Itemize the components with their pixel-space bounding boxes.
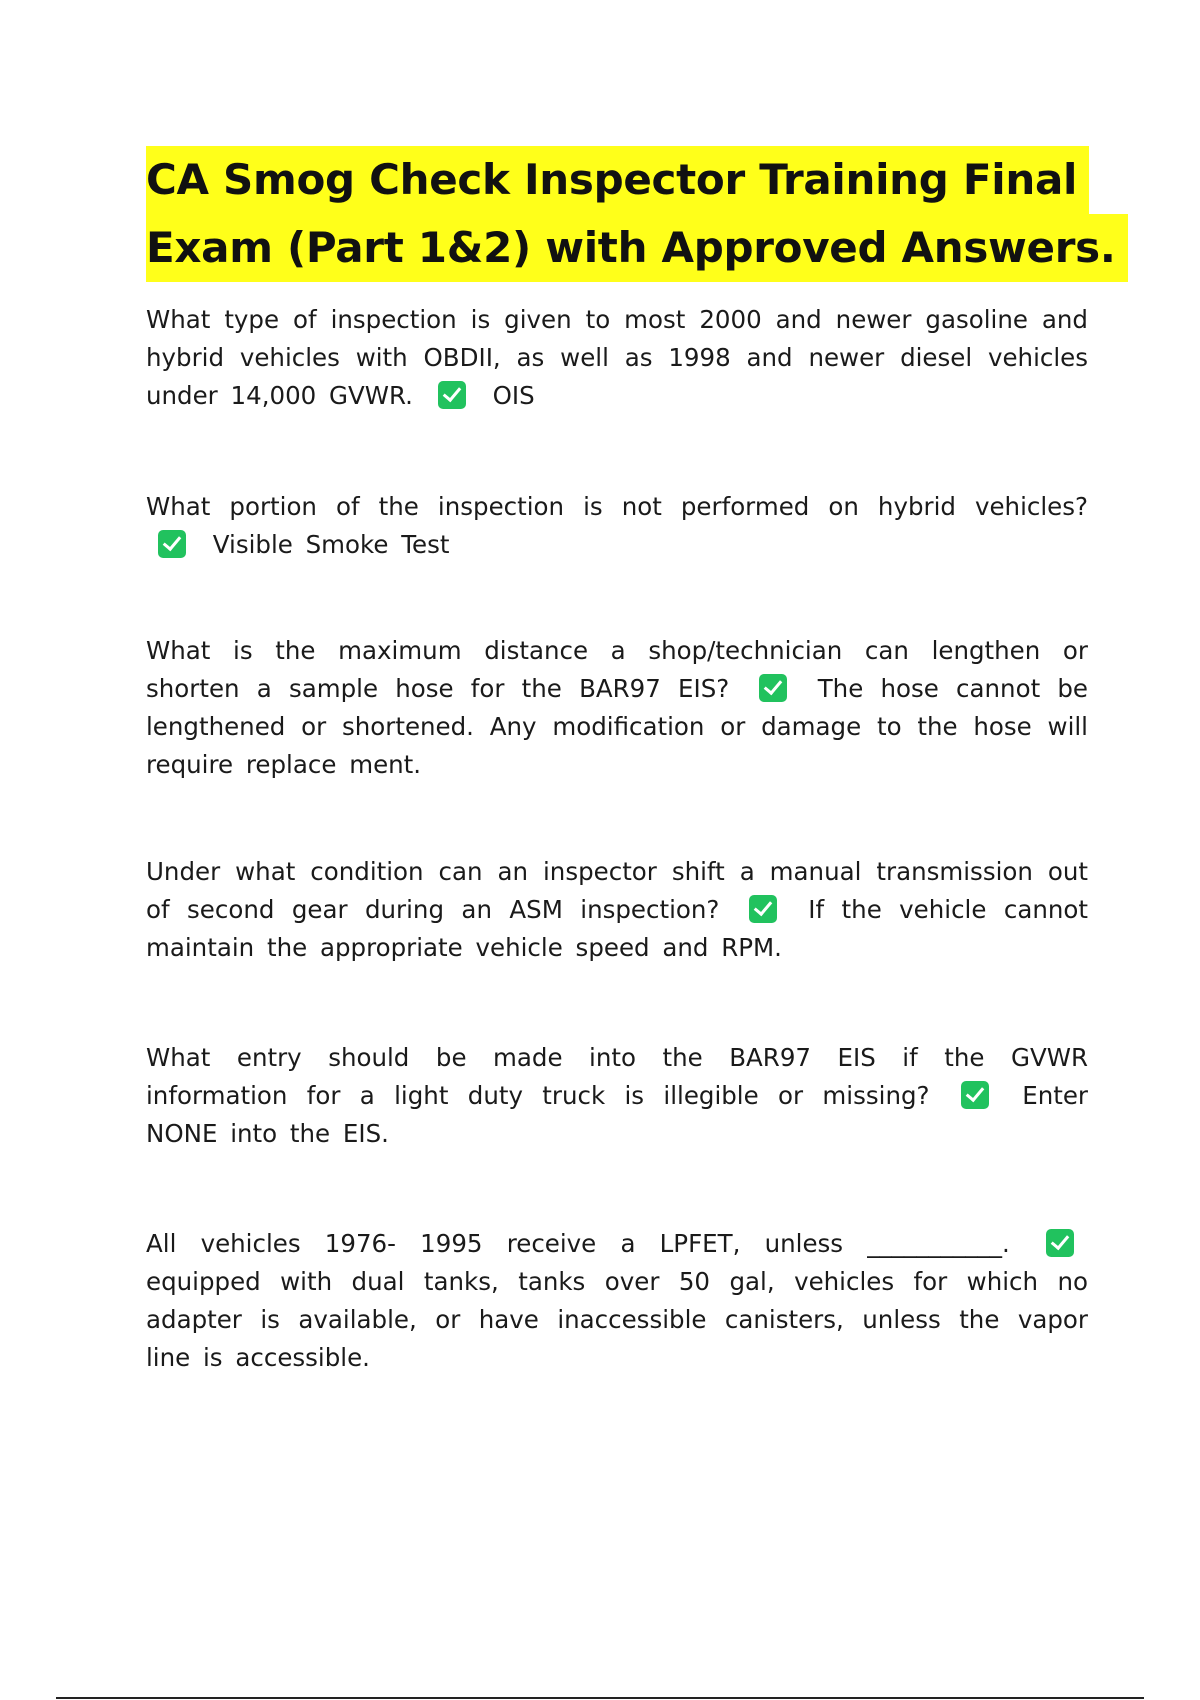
question-text: What entry should be made into the BAR97 EIS if the GVWR information for a light duty truck is illegible or missing? (146, 1043, 1088, 1110)
footer-rule (56, 1697, 1144, 1699)
question-text: What portion of the inspection is not performed on hybrid vehicles? (146, 492, 1088, 521)
question-text: What is the maximum distance a shop/technician can lengthen or shorten a sample hose for the BAR97 EIS? (146, 636, 1088, 703)
check-icon (961, 1081, 989, 1109)
answer-text: If the vehicle cannot maintain the appropriate vehicle speed and RPM. (146, 895, 1089, 962)
question-text: All vehicles 1976- 1995 receive a LPFET, unless ___________. (146, 1229, 1010, 1258)
check-icon (1046, 1229, 1074, 1257)
title-line-2: Exam (Part 1&2) with Approved Answers. (146, 214, 1128, 282)
answer-text: Visible Smoke Test (212, 530, 450, 559)
check-icon (438, 381, 466, 409)
check-icon (759, 674, 787, 702)
check-icon (158, 530, 186, 558)
answer-text: equipped with dual tanks, tanks over 50 gal, vehicles for which no adapter is available, or have inaccessible canisters, unless the vapor line is accessible. (146, 1267, 1088, 1372)
question-text: What type of inspection is given to most 2000 and newer gasoline and hybrid vehicles with OBDII, as well as 1998 and newer diesel vehicles under 14,000 GVWR. (146, 305, 1088, 410)
qa-item-5 (146, 1039, 1088, 1153)
answer-text: The hose cannot be lengthened or shortened. Any modification or damage to the hose will require replace ment. (146, 674, 1088, 779)
qa-item-6 (146, 1225, 1088, 1377)
title-line-1: CA Smog Check Inspector Training Final (146, 146, 1089, 214)
document-title (146, 146, 1116, 282)
answer-text: Enter NONE into the EIS. (146, 1081, 1088, 1148)
qa-item-2 (146, 488, 1088, 564)
qa-item-3 (146, 632, 1088, 784)
answer-text: OIS (492, 381, 535, 410)
check-icon (749, 895, 777, 923)
question-text: Under what condition can an inspector shift a manual transmission out of second gear during an ASM inspection? (146, 857, 1088, 924)
qa-item-4 (146, 853, 1088, 967)
qa-item-1 (146, 301, 1088, 415)
